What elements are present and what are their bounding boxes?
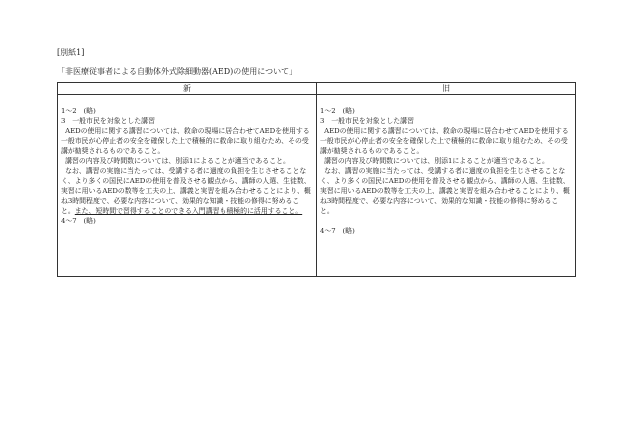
old-last-line: 4～7 (略) [320, 227, 355, 235]
table-header-row [58, 83, 576, 95]
new-paragraph-2: 講習の内容及び時間数については、別添1によることが適当であること。 [65, 157, 290, 165]
new-last-line: 4～7 (略) [61, 217, 96, 225]
new-paragraph-3 [61, 166, 313, 216]
comparison-table [57, 82, 576, 277]
new-paragraph-3-amendment: また、短時間で習得することのできる入門講習も積極的に活用すること。 [74, 207, 303, 215]
old-line-2: 3 一般市民を対象とした講習 [320, 117, 414, 125]
new-paragraph-1: AEDの使用に関する講習については、救命の現場に居合わせてAEDを使用する一般市民が心停止者の安全を確保した上で積極的に救命に取り組むため、その受講が勧奨されるものであること。 [61, 127, 310, 155]
old-paragraph-3: なお、講習の実施に当たっては、受講する者に過度の負担を生じさせることなく、より多くの国民にAEDの使用を普及させる観点から、講師の人選、生徒数、実習に用いるAEDの数等を工夫の上、講義と実習を組み合わせることにより、概ね3時間程度で、必要な内容について、効果的な知識・技能の修得に努めること。 [320, 167, 570, 215]
old-paragraph-1: AEDの使用に関する講習については、救命の現場に居合わせてAEDを使用する一般市民が心停止者の安全を確保した上で積極的に救命に取り組むため、その受講が勧奨されるものであること。 [320, 127, 569, 155]
document-title: 「非医療従事者による自動体外式除細動器(AED)の使用について」 [57, 67, 298, 76]
old-column-cell [317, 95, 576, 277]
header-new: 新 [58, 83, 317, 95]
old-line-1: 1～2 (略) [320, 107, 355, 115]
old-column-text [320, 106, 572, 236]
attachment-label: [別紙1] [57, 48, 85, 57]
new-paragraph-3-text: なお、講習の実施に当たっては、受講する者に過度の負担を生じさせることなく、より多くの国民にAEDの使用を普及させる観点から、講師の人選、生徒数、実習に用いるAEDの数等を工夫の上、講義と実習を組み合わせることにより、概ね3時間程度で、必要な内容について、効果的な知識・技能の修得に努めること。 [61, 167, 311, 215]
table-body-row [58, 95, 576, 277]
new-line-2: 3 一般市民を対象とした講習 [61, 117, 155, 125]
header-old: 旧 [317, 83, 576, 95]
new-column-text [61, 106, 313, 226]
new-line-1: 1～2 (略) [61, 107, 96, 115]
new-column-cell [58, 95, 317, 277]
old-paragraph-2: 講習の内容及び時間数については、別添1によることが適当であること。 [324, 157, 549, 165]
